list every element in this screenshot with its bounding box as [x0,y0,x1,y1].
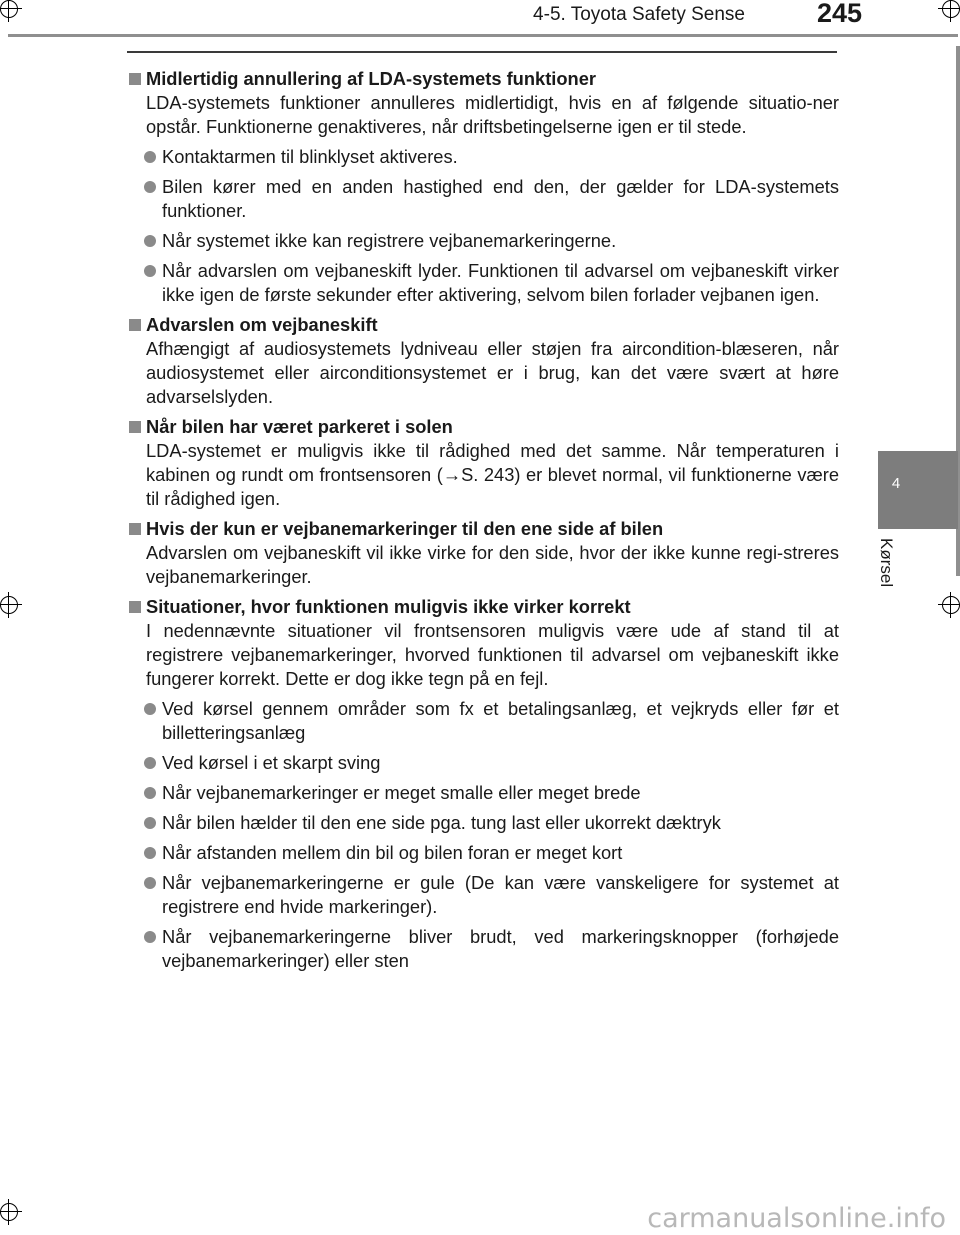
round-bullet-icon [144,703,156,715]
page-number: 245 [816,0,862,28]
list-item: Når systemet ikke kan registrere vejbanemarkeringerne. [127,229,839,253]
section-paragraph: I nedennævnte situationer vil frontsensoren muligvis være ude af stand til at registrere vejbanemarkeringer, hvorved funktionen til advarsel om vejbaneskift ikke fungerer korrekt. Dette er dog ikke tegn på en fejl. [146,620,839,689]
chapter-label-container [877,538,908,608]
list-item: Når vejbanemarkeringerne er gule (De kan være vanskeligere for systemet at registrere end hvide markeringer). [127,871,839,919]
content-top-rule [127,51,837,53]
list-item: Bilen kører med en anden hastighed end den, der gælder for LDA-systemets funktioner. [127,175,839,223]
round-bullet-icon [144,757,156,769]
list-item: Når bilen hælder til den ene side pga. tung last eller ukorrekt dæktryk [127,811,839,835]
round-bullet-icon [144,877,156,889]
section-paragraph: LDA-systemets funktioner annulleres midlertidigt, hvis en af følgende situatio-ner opstår. Funktionerne genaktiveres, når driftsbetingelserne igen er til stede. [146,92,839,137]
crop-mark-top-left [0,0,22,22]
crop-mark-right-middle [938,592,960,618]
chapter-label: Kørsel [877,538,896,588]
section-paragraph: LDA-systemet er muligvis ikke til rådighed med det samme. Når temperaturen i kabinen og rundt om frontsensoren (→S. 243) er blevet normal, vil funktionerne være til rådighed igen. [146,440,839,509]
crop-mark-left-middle [0,592,22,618]
square-bullet-icon [129,319,141,331]
main-content [127,62,839,973]
square-bullet-icon [129,421,141,433]
crop-mark-top-right [938,0,960,22]
square-bullet-icon [129,601,141,613]
list-item: Når vejbanemarkeringerne bliver brudt, ved markeringsknopper (forhøjede vejbanemarkeringer) eller sten [127,925,839,973]
round-bullet-icon [144,235,156,247]
section-heading: Hvis der kun er vejbanemarkeringer til den ene side af bilen [127,517,839,541]
round-bullet-icon [144,265,156,277]
square-bullet-icon [129,523,141,535]
list-item: Ved kørsel i et skarpt sving [127,751,839,775]
section-heading: Advarslen om vejbaneskift [127,313,839,337]
round-bullet-icon [144,817,156,829]
chapter-number: 4 [891,475,901,492]
list-item: Når advarslen om vejbaneskift lyder. Funktionen til advarsel om vejbaneskift virker ikke igen de første sekunder efter aktivering, selvom bilen forlader vejbanen igen. [127,259,839,307]
round-bullet-icon [144,181,156,193]
list-item: Når vejbanemarkeringer er meget smalle eller meget brede [127,781,839,805]
watermark: carmanualsonline.info [647,1203,946,1234]
round-bullet-icon [144,151,156,163]
header-rule [8,34,958,37]
round-bullet-icon [144,787,156,799]
section-paragraph: Advarslen om vejbaneskift vil ikke virke for den side, hvor der ikke kunne regi-streres vejbanemarkeringer. [146,542,839,587]
section-paragraph: Afhængigt af audiosystemets lydniveau eller støjen fra aircondition-blæseren, når audiosystemet eller airconditionsystemet er i brug, kan det være svært at høre advarselslyden. [146,338,839,407]
section-heading: Situationer, hvor funktionen muligvis ikke virker korrekt [127,595,839,619]
square-bullet-icon [129,73,141,85]
section-title: 4-5. Toyota Safety Sense [533,4,745,25]
round-bullet-icon [144,847,156,859]
section-heading: Når bilen har været parkeret i solen [127,415,839,439]
round-bullet-icon [144,931,156,943]
list-item: Når afstanden mellem din bil og bilen foran er meget kort [127,841,839,865]
crop-mark-bottom-left [0,1199,22,1225]
list-item: Ved kørsel gennem områder som fx et betalingsanlæg, et vejkryds eller før et billetteringsanlæg [127,697,839,745]
list-item: Kontaktarmen til blinklyset aktiveres. [127,145,839,169]
section-heading: Midlertidig annullering af LDA-systemets funktioner [127,67,839,91]
